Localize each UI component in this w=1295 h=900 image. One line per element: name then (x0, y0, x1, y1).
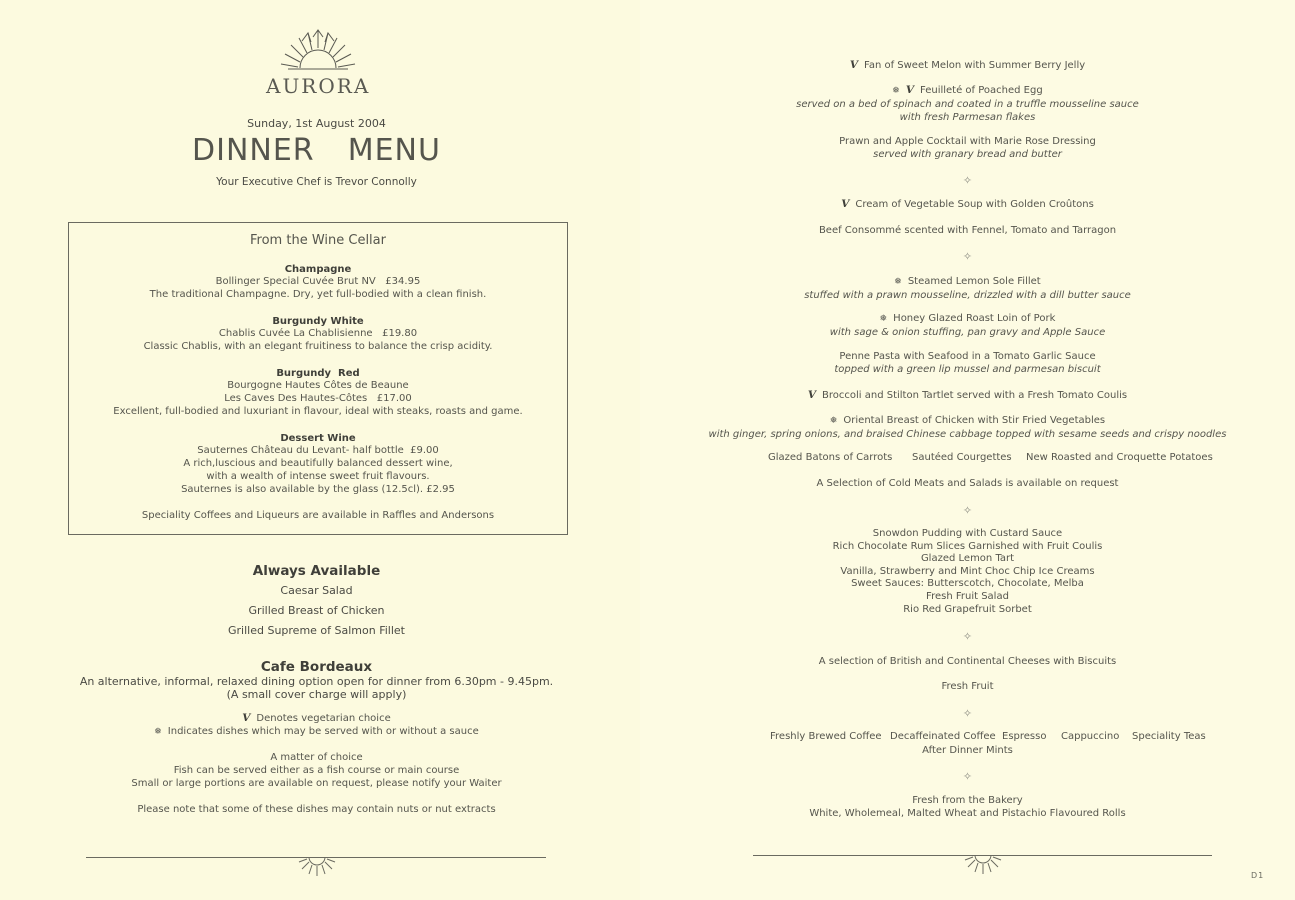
snowflake-icon: ❅ (894, 277, 902, 287)
menu-item-name: Cream of Vegetable Soup with Golden Croûtons (855, 199, 1094, 210)
vegetarian-icon: V (242, 712, 251, 724)
wine-line: Sauternes Château du Levant- half bottle £9.00 (197, 445, 439, 456)
bakery-rolls: White, Wholemeal, Malted Wheat and Pistachio Flavoured Rolls (809, 808, 1126, 819)
divider-icon: ✧ (962, 504, 973, 517)
bakery (640, 794, 1295, 820)
snowflake-icon: ❅ (892, 86, 900, 96)
wine-line: Chablis Cuvée La Chablisienne £19.80 (218, 328, 418, 339)
cafe-bordeaux-heading: Cafe Bordeaux (260, 659, 373, 675)
sun-ornament-icon (297, 852, 337, 878)
wine-heading: Burgundy Red (276, 368, 360, 379)
menu-item-desc: with fresh Parmesan flakes (899, 112, 1036, 123)
cafe-bordeaux-text: An alternative, informal, relaxed dining option open for dinner from 6.30pm - 9.45pm. (79, 675, 554, 688)
wine-line: Classic Chablis, with an elegant fruitiness to balance the crisp acidity. (143, 341, 493, 352)
menu-item-name: Steamed Lemon Sole Fillet (907, 276, 1041, 287)
page-code: D1 (1251, 871, 1265, 880)
coffee-item: Cappuccino (1061, 731, 1120, 742)
cold-meats-note: A Selection of Cold Meats and Salads is available on request (816, 478, 1119, 489)
divider-icon: ✧ (962, 250, 973, 263)
list-item: Glazed Lemon Tart (920, 553, 1015, 565)
wine-line: A rich,luscious and beautifully balanced dessert wine, (183, 458, 453, 469)
cheese-item: A selection of British and Continental Cheeses with Biscuits (818, 656, 1117, 667)
snowflake-icon: ❅ (829, 416, 838, 426)
menu-item-veg-soup (640, 198, 1295, 211)
legend-vegetarian (0, 712, 633, 725)
wine-cellar-box (68, 222, 568, 535)
menu-item-name: Fan of Sweet Melon with Summer Berry Jelly (863, 60, 1086, 71)
sunburst-icon (278, 28, 358, 72)
wine-section-burgundy-red (69, 368, 567, 418)
right-page (640, 0, 1295, 900)
vegetarian-icon: V (849, 59, 858, 71)
nuts-warning: Please note that some of these dishes may contain nuts or nut extracts (137, 804, 496, 815)
wine-heading: Champagne (284, 264, 352, 275)
legend-text: Indicates dishes which may be served with or without a sauce (167, 726, 479, 737)
always-available (0, 563, 633, 637)
list-item: Rich Chocolate Rum Slices Garnished with Fruit Coulis (832, 540, 1103, 552)
menu-item-name: Honey Glazed Roast Loin of Pork (893, 313, 1056, 324)
vegetarian-icon: V (807, 389, 817, 401)
menu-item-name: Broccoli and Stilton Tartlet served with a Fresh Tomato Coulis (822, 390, 1128, 401)
divider-icon: ✧ (962, 770, 973, 783)
list-item: Grilled Supreme of Salmon Fillet (228, 624, 405, 637)
menu-item-pork (640, 312, 1295, 339)
page-title: DINNER MENU (192, 133, 441, 168)
sun-ornament-icon (963, 850, 1003, 876)
menu-item-desc: with sage & onion stuffing, pan gravy and Apple Sauce (829, 327, 1106, 338)
cafe-bordeaux-note: (A small cover charge will apply) (226, 688, 407, 701)
menu-item-chicken (640, 414, 1295, 441)
coffee-item: Decaffeinated Coffee (890, 731, 996, 742)
notes (0, 751, 633, 816)
cafe-bordeaux (0, 659, 633, 701)
legend (0, 712, 633, 739)
coffee-item: Speciality Teas (1132, 731, 1206, 742)
vegetable-item: Glazed Batons of Carrots (768, 452, 893, 463)
menu-item-name: Feuilleté of Poached Egg (920, 85, 1043, 96)
wine-heading: Dessert Wine (280, 433, 356, 444)
menu-item-prawn-cocktail (640, 135, 1295, 161)
menu-item-feuillete (640, 84, 1295, 124)
menu-item-melon (640, 59, 1295, 72)
vegetable-item: Sautéed Courgettes (912, 452, 1012, 463)
notes-line: Fish can be served either as a fish course or main course (173, 765, 460, 776)
menu-item-tartlet (640, 389, 1295, 402)
menu-item-desc: stuffed with a prawn mousseline, drizzled with a dill butter sauce (804, 290, 1131, 301)
snowflake-icon: ❅ (154, 727, 162, 737)
divider-icon: ✧ (962, 630, 973, 643)
vegetarian-icon: V (905, 84, 914, 96)
menu-item-desc: topped with a green lip mussel and parmesan biscuit (834, 364, 1101, 375)
menu-item-name: Oriental Breast of Chicken with Stir Fried Vegetables (843, 415, 1106, 426)
wine-line: Bollinger Special Cuvée Brut NV £34.95 (215, 276, 421, 287)
fresh-fruit-item: Fresh Fruit (941, 681, 994, 692)
menu-item-lemon-sole (640, 275, 1295, 302)
list-item: Caesar Salad (280, 584, 353, 597)
wine-line: Bourgogne Hautes Côtes de Beaune (227, 380, 409, 391)
chef-name: Your Executive Chef is Trevor Connolly (216, 176, 417, 188)
coffee-item: Freshly Brewed Coffee (770, 731, 882, 742)
wine-line: Sauternes is also available by the glass (12.5cl). £2.95 (181, 484, 455, 495)
list-item: Sweet Sauces: Butterscotch, Chocolate, Melba (851, 578, 1084, 590)
menu-item-desc: served with granary bread and butter (873, 149, 1062, 160)
coffee-item: Espresso (1002, 731, 1047, 742)
menu-item-penne (640, 350, 1295, 376)
menu-item-consomme: Beef Consommé scented with Fennel, Tomato and Tarragon (818, 225, 1117, 236)
wine-footer: Speciality Coffees and Liqueurs are available in Raffles and Andersons (141, 510, 495, 521)
always-available-heading: Always Available (252, 563, 381, 579)
brand-name: AURORA (266, 74, 371, 98)
aurora-logo (266, 28, 370, 98)
wine-section-dessert (69, 433, 567, 496)
legend-sauce (0, 725, 633, 739)
list-item: Grilled Breast of Chicken (248, 604, 385, 617)
wine-section-champagne (69, 264, 567, 301)
wine-line: Les Caves Des Hautes-Côtes £17.00 (224, 393, 412, 404)
notes-line: Small or large portions are available on request, please notify your Waiter (131, 778, 502, 789)
wine-line: Excellent, full-bodied and luxuriant in flavour, ideal with steaks, roasts and game. (113, 406, 523, 417)
wine-cellar-heading: From the Wine Cellar (250, 233, 386, 248)
list-item: Rio Red Grapefruit Sorbet (903, 603, 1032, 615)
mints-item: After Dinner Mints (922, 745, 1013, 756)
menu-item-desc: served on a bed of spinach and coated in a truffle mousseline sauce (796, 99, 1139, 110)
legend-text: Denotes vegetarian choice (256, 713, 391, 724)
notes-heading: A matter of choice (270, 752, 363, 763)
menu-date: Sunday, 1st August 2004 (247, 117, 386, 130)
menu-item-name: Prawn and Apple Cocktail with Marie Rose Dressing (839, 136, 1096, 147)
wine-heading: Burgundy White (272, 316, 364, 327)
vegetable-item: New Roasted and Croquette Potatoes (1026, 452, 1213, 463)
list-item: Snowdon Pudding with Custard Sauce (872, 528, 1063, 539)
wine-line: The traditional Champagne. Dry, yet full-bodied with a clean finish. (149, 289, 487, 300)
list-item: Vanilla, Strawberry and Mint Choc Chip Ice Creams (840, 565, 1095, 577)
list-item: Fresh Fruit Salad (926, 590, 1009, 602)
bakery-heading: Fresh from the Bakery (912, 795, 1023, 806)
left-page (0, 0, 640, 900)
wine-section-burgundy-white (69, 316, 567, 353)
divider-icon: ✧ (962, 707, 973, 720)
snowflake-icon: ❅ (879, 314, 888, 324)
wine-line: with a wealth of intense sweet fruit flavours. (206, 471, 430, 482)
vegetarian-icon: V (841, 198, 850, 210)
dessert-list (640, 528, 1295, 616)
divider-icon: ✧ (962, 174, 973, 187)
menu-item-name: Penne Pasta with Seafood in a Tomato Garlic Sauce (839, 351, 1096, 362)
menu-item-desc: with ginger, spring onions, and braised Chinese cabbage topped with sesame seeds and crispy noodles (708, 429, 1227, 440)
